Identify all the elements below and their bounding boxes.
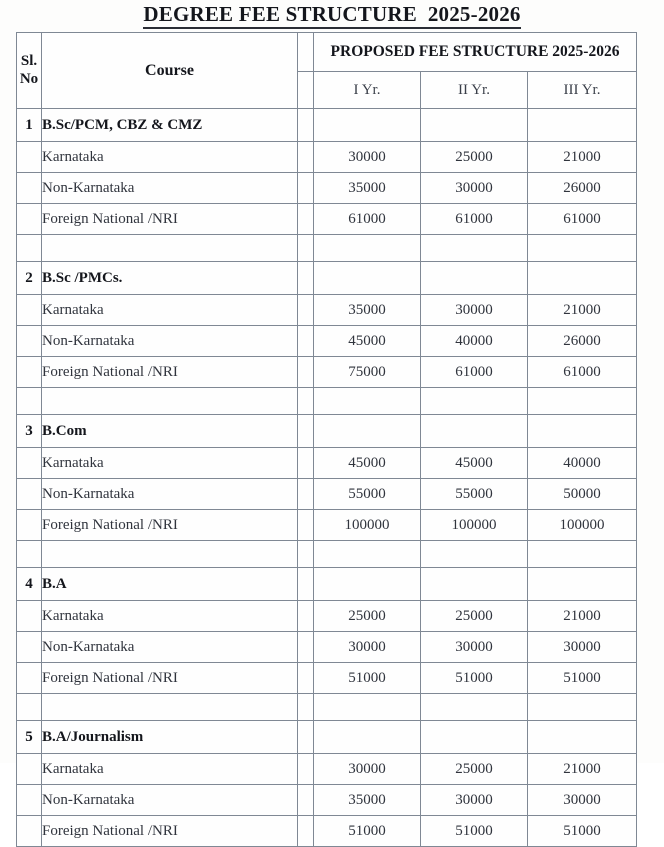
category-label: Karnataka [42,295,298,326]
header-year-2: II Yr. [421,72,528,109]
column-divider [298,632,314,663]
column-divider [298,785,314,816]
row-sl-no-empty [17,173,42,204]
row-sl-no-empty [17,357,42,388]
course-row-empty-cell [421,568,528,601]
course-row-empty-cell [421,721,528,754]
column-divider [298,235,314,262]
spacer-cell [314,541,421,568]
fee-year-2: 51000 [421,816,528,847]
spacer-cell [421,541,528,568]
spacer-cell [314,694,421,721]
course-row-empty-cell [528,415,637,448]
course-row-empty-cell [421,415,528,448]
column-divider [298,388,314,415]
page-title [0,2,664,27]
category-label: Foreign National /NRI [42,816,298,847]
row-sl-no-empty [17,204,42,235]
category-label: Non-Karnataka [42,785,298,816]
course-row-empty-cell [528,721,637,754]
fee-year-2: 30000 [421,173,528,204]
table-row [17,142,637,173]
fee-structure-table-container [16,32,636,847]
spacer-row [17,541,637,568]
course-row-empty-cell [528,109,637,142]
fee-year-1: 35000 [314,785,421,816]
spacer-cell [314,235,421,262]
spacer-cell [528,541,637,568]
course-row-empty-cell [528,568,637,601]
column-divider [298,510,314,541]
column-divider [298,142,314,173]
course-name: B.Com [42,415,298,448]
category-label: Karnataka [42,142,298,173]
fee-year-1: 61000 [314,204,421,235]
fee-year-1: 35000 [314,173,421,204]
spacer-cell [17,541,42,568]
row-sl-no-empty [17,601,42,632]
course-row-empty-cell [314,109,421,142]
column-divider [298,357,314,388]
fee-structure-table [16,32,637,847]
category-label: Non-Karnataka [42,632,298,663]
header-sl-no-line1: Sl. [20,53,38,70]
column-divider [298,415,314,448]
fee-year-3: 30000 [528,632,637,663]
fee-year-2: 40000 [421,326,528,357]
column-divider [298,33,314,72]
course-sl-no: 5 [17,721,42,754]
course-row-empty-cell [314,262,421,295]
course-row [17,415,637,448]
course-sl-no: 1 [17,109,42,142]
course-row [17,262,637,295]
fee-year-2: 30000 [421,785,528,816]
header-year-3: III Yr. [528,72,637,109]
column-divider [298,262,314,295]
course-sl-no: 3 [17,415,42,448]
fee-year-1: 55000 [314,479,421,510]
course-row [17,568,637,601]
table-row [17,479,637,510]
spacer-cell [421,388,528,415]
spacer-cell [17,235,42,262]
fee-year-3: 26000 [528,326,637,357]
fee-year-2: 61000 [421,204,528,235]
column-divider [298,721,314,754]
category-label: Foreign National /NRI [42,510,298,541]
row-sl-no-empty [17,448,42,479]
fee-year-3: 21000 [528,142,637,173]
fee-year-2: 30000 [421,632,528,663]
fee-year-2: 55000 [421,479,528,510]
category-label: Karnataka [42,754,298,785]
column-divider [298,754,314,785]
table-row [17,204,637,235]
fee-year-3: 26000 [528,173,637,204]
table-row [17,601,637,632]
page-title-text: DEGREE FEE STRUCTURE 2025-2026 [143,2,520,29]
fee-year-3: 61000 [528,204,637,235]
course-name: B.Sc /PMCs. [42,262,298,295]
table-row [17,632,637,663]
column-divider [298,326,314,357]
course-row-empty-cell [314,568,421,601]
category-label: Foreign National /NRI [42,663,298,694]
column-divider [298,568,314,601]
fee-year-1: 75000 [314,357,421,388]
fee-year-3: 50000 [528,479,637,510]
course-name: B.Sc/PCM, CBZ & CMZ [42,109,298,142]
row-sl-no-empty [17,754,42,785]
fee-year-1: 25000 [314,601,421,632]
fee-year-2: 61000 [421,357,528,388]
category-label: Karnataka [42,601,298,632]
spacer-row [17,388,637,415]
fee-year-3: 21000 [528,754,637,785]
fee-year-1: 51000 [314,663,421,694]
course-name: B.A/Journalism [42,721,298,754]
fee-year-3: 21000 [528,295,637,326]
spacer-row [17,235,637,262]
column-divider [298,663,314,694]
fee-year-2: 25000 [421,601,528,632]
fee-year-1: 51000 [314,816,421,847]
row-sl-no-empty [17,632,42,663]
course-sl-no: 4 [17,568,42,601]
fee-year-1: 35000 [314,295,421,326]
row-sl-no-empty [17,663,42,694]
category-label: Foreign National /NRI [42,204,298,235]
fee-year-1: 30000 [314,632,421,663]
spacer-cell [17,388,42,415]
column-divider [298,204,314,235]
fee-year-3: 61000 [528,357,637,388]
table-row [17,295,637,326]
table-row [17,173,637,204]
row-sl-no-empty [17,816,42,847]
header-proposed-fee-structure: PROPOSED FEE STRUCTURE 2025-2026 [314,33,637,72]
course-row-empty-cell [528,262,637,295]
spacer-cell [528,388,637,415]
category-label: Non-Karnataka [42,173,298,204]
table-row [17,785,637,816]
fee-year-3: 21000 [528,601,637,632]
spacer-cell [17,694,42,721]
spacer-cell [42,235,298,262]
table-row [17,663,637,694]
fee-year-3: 51000 [528,816,637,847]
course-sl-no: 2 [17,262,42,295]
fee-year-3: 100000 [528,510,637,541]
header-course: Course [42,33,298,109]
column-divider [298,109,314,142]
header-sl-no [17,33,42,109]
table-row [17,510,637,541]
fee-year-3: 30000 [528,785,637,816]
column-divider [298,601,314,632]
table-row [17,816,637,847]
fee-year-3: 40000 [528,448,637,479]
spacer-cell [42,694,298,721]
course-row-empty-cell [421,262,528,295]
table-header-row-primary [17,33,637,72]
fee-year-2: 45000 [421,448,528,479]
row-sl-no-empty [17,785,42,816]
row-sl-no-empty [17,295,42,326]
spacer-cell [421,694,528,721]
row-sl-no-empty [17,326,42,357]
table-row [17,448,637,479]
fee-year-1: 45000 [314,326,421,357]
spacer-cell [314,388,421,415]
fee-year-2: 30000 [421,295,528,326]
column-divider [298,448,314,479]
spacer-cell [42,541,298,568]
spacer-cell [528,235,637,262]
fee-year-2: 51000 [421,663,528,694]
spacer-cell [421,235,528,262]
spacer-row [17,694,637,721]
header-sl-no-line2: No [19,70,39,87]
category-label: Foreign National /NRI [42,357,298,388]
fee-year-3: 51000 [528,663,637,694]
row-sl-no-empty [17,142,42,173]
fee-year-2: 25000 [421,142,528,173]
fee-year-2: 100000 [421,510,528,541]
category-label: Karnataka [42,448,298,479]
course-row-empty-cell [314,415,421,448]
course-row-empty-cell [314,721,421,754]
fee-year-1: 30000 [314,142,421,173]
table-row [17,326,637,357]
fee-year-2: 25000 [421,754,528,785]
table-row [17,754,637,785]
spacer-cell [528,694,637,721]
category-label: Non-Karnataka [42,326,298,357]
course-row [17,721,637,754]
column-divider [298,816,314,847]
header-year-1: I Yr. [314,72,421,109]
column-divider [298,694,314,721]
column-divider [298,541,314,568]
course-name: B.A [42,568,298,601]
fee-year-1: 100000 [314,510,421,541]
fee-year-1: 45000 [314,448,421,479]
course-row [17,109,637,142]
row-sl-no-empty [17,510,42,541]
column-divider [298,173,314,204]
fee-year-1: 30000 [314,754,421,785]
column-divider [298,72,314,109]
column-divider [298,295,314,326]
spacer-cell [42,388,298,415]
table-row [17,357,637,388]
course-row-empty-cell [421,109,528,142]
row-sl-no-empty [17,479,42,510]
category-label: Non-Karnataka [42,479,298,510]
column-divider [298,479,314,510]
